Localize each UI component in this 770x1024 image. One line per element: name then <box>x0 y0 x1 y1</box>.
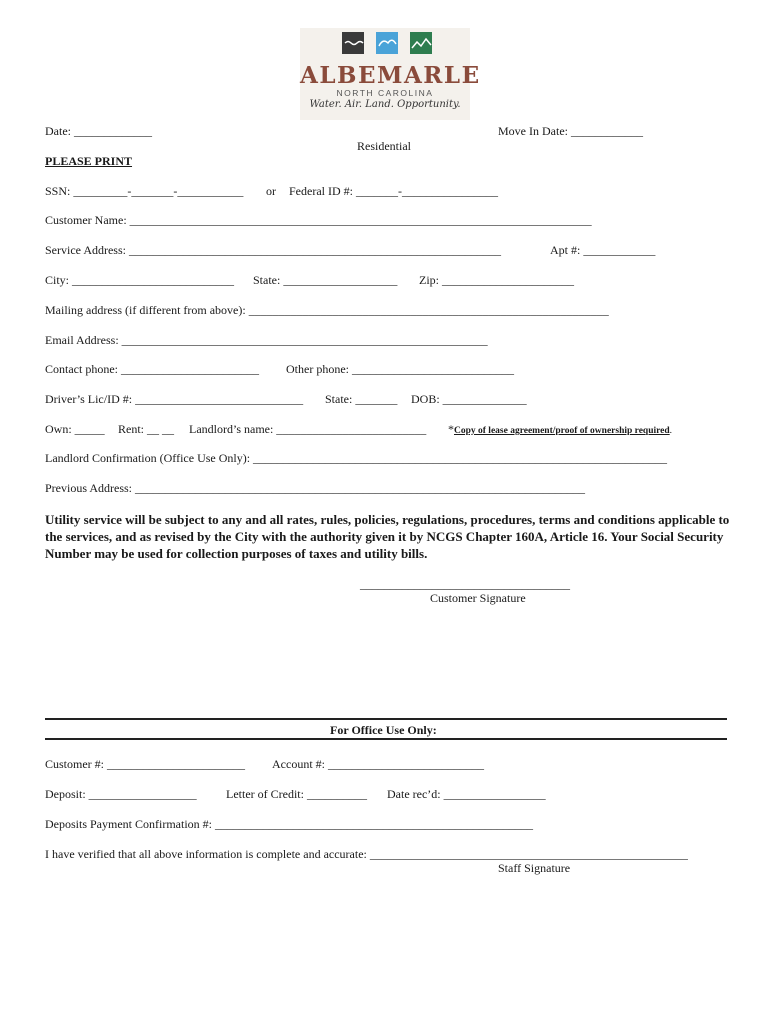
or-text: or <box>266 184 276 198</box>
office-bottom-rule <box>45 738 727 740</box>
landlord-name-field[interactable]: Landlord’s name: _________________________ <box>189 422 427 436</box>
customer-signature-label: Customer Signature <box>430 591 526 605</box>
customer-signature-line[interactable]: ___________________________________ <box>360 577 570 591</box>
deposit-field[interactable]: Deposit: __________________ <box>45 787 197 801</box>
logo-state: NORTH CAROLINA <box>336 88 434 98</box>
state-field[interactable]: State: ___________________ <box>253 273 398 287</box>
lease-note <box>448 422 672 438</box>
customer-number-field[interactable]: Customer #: _______________________ <box>45 757 245 771</box>
dob-field[interactable]: DOB: ______________ <box>411 392 527 406</box>
terms-notice: Utility service will be subject to any and all rates, rules, policies, regulations, procedures, terms and conditions applicable to the services, and as revised by the City with the authority given it by NCGS Chapter 160A, Article 16. Your Social Security Number may be used for collection purposes of taxes and utility bills. <box>45 512 730 561</box>
previous-address-field[interactable]: Previous Address: ___________________________________________________________________________ <box>45 481 585 495</box>
deposits-payment-confirmation-field[interactable]: Deposits Payment Confirmation #: _____________________________________________________ <box>45 817 533 831</box>
email-field[interactable]: Email Address: _____________________________________________________________ <box>45 333 488 347</box>
move-in-date-field[interactable]: Move In Date: ____________ <box>498 124 643 138</box>
albemarle-logo <box>300 28 481 120</box>
account-number-field[interactable]: Account #: __________________________ <box>272 757 484 771</box>
lease-note-text: Copy of lease agreement/proof of ownership required <box>454 426 670 436</box>
service-address-field[interactable]: Service Address: ______________________________________________________________ <box>45 243 501 257</box>
apt-field[interactable]: Apt #: ____________ <box>550 243 656 257</box>
landlord-confirmation-field[interactable]: Landlord Confirmation (Office Use Only): _____________________________________________________________________ <box>45 451 668 465</box>
office-top-rule <box>45 718 727 720</box>
mailing-address-field[interactable]: Mailing address (if different from above): ____________________________________________________________ <box>45 303 609 317</box>
federal-id-field[interactable]: Federal ID #: _______-________________ <box>289 184 498 198</box>
drivers-license-field[interactable]: Driver’s Lic/ID #: ____________________________ <box>45 392 304 406</box>
lease-note-period: . <box>669 426 673 436</box>
customer-name-field[interactable]: Customer Name: _____________________________________________________________________________ <box>45 213 592 227</box>
date-received-field[interactable]: Date rec’d: _________________ <box>387 787 546 801</box>
logo-icons <box>342 32 432 54</box>
lease-note-star: * <box>448 422 454 436</box>
verification-field[interactable]: I have verified that all above information is complete and accurate: _____________________________________________________ <box>45 847 688 861</box>
contact-phone-field[interactable]: Contact phone: _______________________ <box>45 362 259 376</box>
office-use-title: For Office Use Only: <box>330 723 437 737</box>
logo-tagline: Water. Air. Land. Opportunity. <box>309 99 461 110</box>
logo-name: ALBEMARLE <box>300 62 481 89</box>
please-print-heading: PLEASE PRINT <box>45 154 133 168</box>
own-field[interactable]: Own: _____ <box>45 422 105 436</box>
zip-field[interactable]: Zip: ______________________ <box>419 273 574 287</box>
dl-state-field[interactable]: State: _______ <box>325 392 398 406</box>
city-field[interactable]: City: ___________________________ <box>45 273 235 287</box>
staff-signature-label: Staff Signature <box>498 861 571 875</box>
letter-of-credit-field[interactable]: Letter of Credit: __________ <box>226 787 367 801</box>
date-field[interactable]: Date: _____________ <box>45 124 152 138</box>
ssn-field[interactable]: SSN: _________-_______-___________ <box>45 184 244 198</box>
other-phone-field[interactable]: Other phone: ___________________________ <box>286 362 514 376</box>
service-type: Residential <box>357 139 411 153</box>
rent-field[interactable]: Rent: __ __ <box>118 422 174 436</box>
